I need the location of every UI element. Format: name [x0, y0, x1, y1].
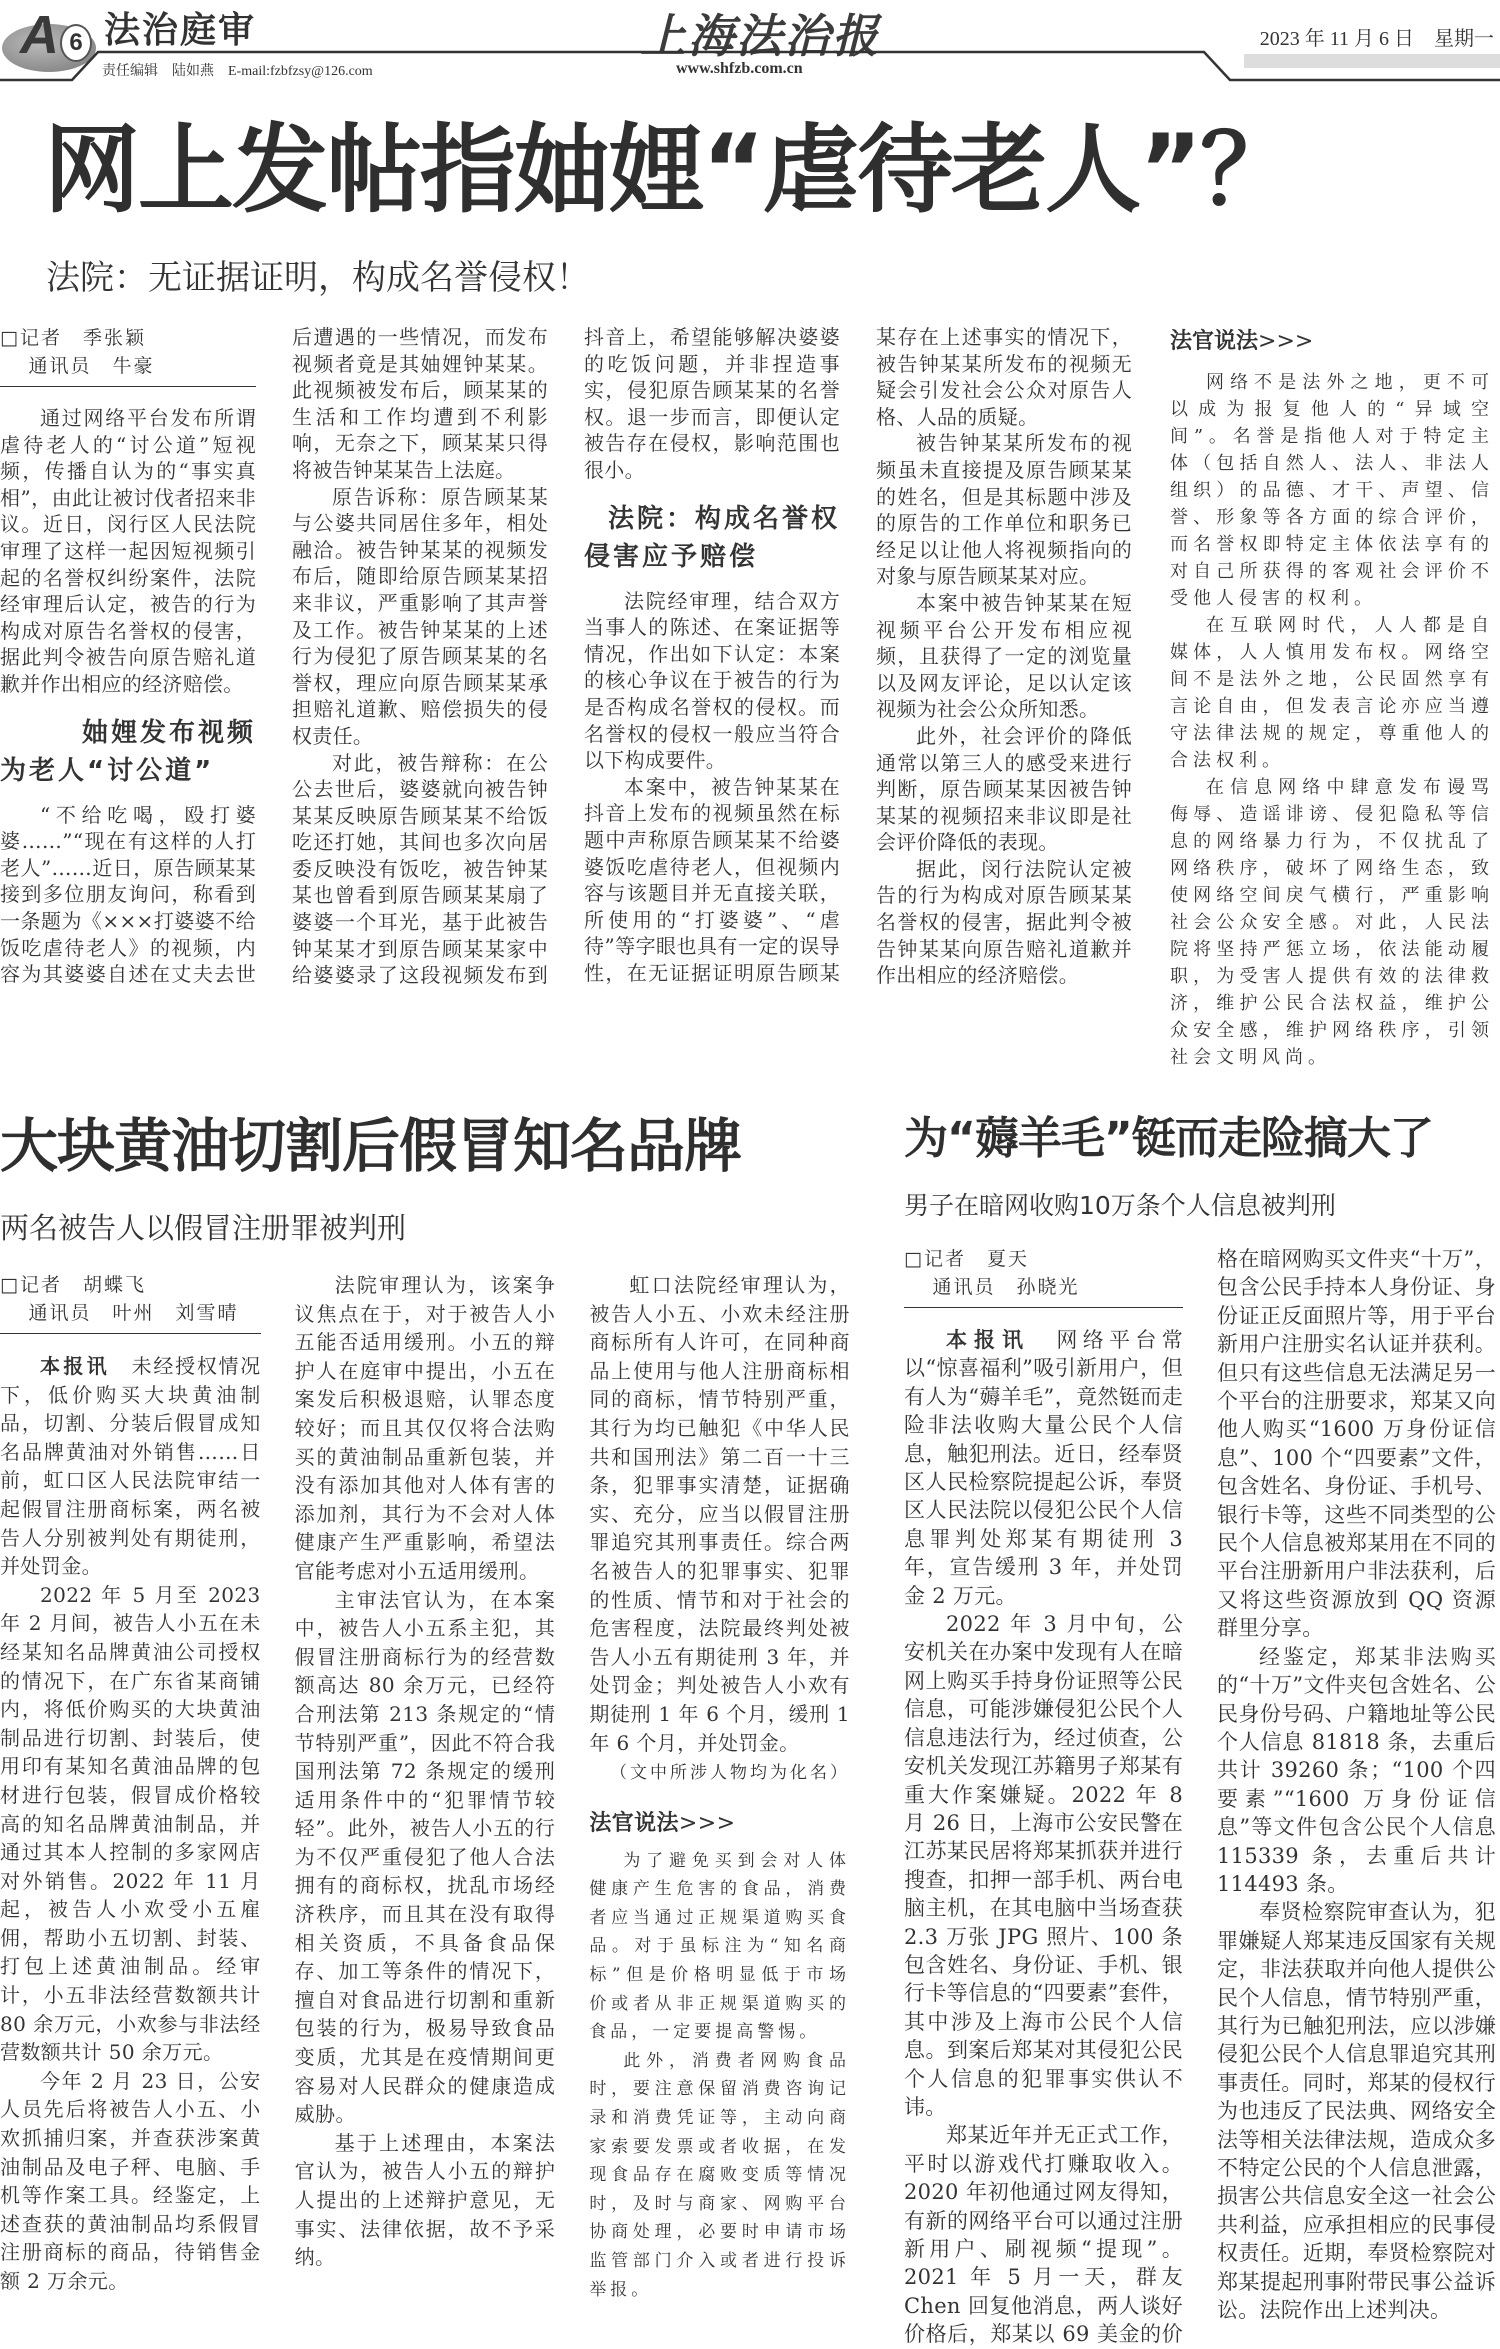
judge-paragraph: 在互联网时代，人人都是自媒体，人人慎用发布权。网络空间不是法外之地，公民固然享有言论自由，但发表言论亦应当遵守法律法规的规定，尊重他人的合法权利。	[1170, 615, 1494, 771]
body-paragraph: 据此，闵行法院认定被告的行为构成对原告顾某某名誉权的侵害，据此判令被告钟某某向原告赔礼道歉并作出相应的经济赔偿。	[876, 856, 1132, 988]
page-header	[0, 0, 1500, 92]
page-code-letter: A	[20, 5, 59, 65]
judge-commentary-title	[589, 1806, 850, 1837]
body-paragraph: 虹口法院经审理认为，被告人小五、小欢未经注册商标所有人许可，在同种商品上使用与他人注册商标相同的商标，情节特别严重，其行为均已触犯《中华人民共和国刑法》第二百一十三条，犯罪事实清楚，证据确实、充分，应当以假冒注册罪追究其刑事责任。综合两名被告人的犯罪事实、犯罪的性质、情节和对于社会的危害程度，法院最终判处被告人小五有期徒刑 3 年，并处罚金；判处被告人小欢有期徒刑 1 年 6 个月，缓刑 1 年 6 个月，并处罚金。	[589, 1273, 850, 1755]
dateline-label: 本报讯	[40, 1354, 110, 1378]
body-paragraph: 法院审理认为，该案争议焦点在于，对于被告人小五能否适用缓刑。小五的辩护人在庭审中提出，小五在案发后积极退赔，认罪态度较好；而且其仅仅将合法购买的黄油制品重新包装，并没有添加其他对人体有害的添加剂，其行为不会对人体健康产生严重影响，希望法官能考虑对小五适用缓刑。	[294, 1273, 556, 1583]
editor-credit: 责任编辑 陆如燕 E-mail:fzbfzsy@126.com	[102, 64, 373, 79]
body-paragraph: 经鉴定，郑某非法购买的“十万”文件夹包含姓名、公民身份号码、户籍地址等公民个人信息 81818 条，去重后共计 39260 条；“100 个四要素”“1600 万身份证信息”等文件包含公民个人信息 115339 条，去重后共计 114493 条。	[1217, 1644, 1496, 1896]
body-paragraph: 2022 年 5 月至 2023 年 2 月间，被告人小五在未经某知名品牌黄油公司授权的情况下，在广东省某商铺内，将低价购买的大块黄油制品进行切割、封装后，使用印有某知名黄油品牌的包材进行包装，假冒成价格较高的知名品牌黄油制品，并通过其本人控制的多家网店对外销售。2022 年 11 月起，被告人小欢受小五雇佣，帮助小五切割、封装、打包上述黄油制品。经审计，小五非法经营数额共计 80 余万元，小欢参与非法经营数额共计 50 余万元。	[0, 1582, 261, 2065]
newspaper-masthead-logo: 上海法治报	[640, 9, 880, 63]
subheading-line: 侵害应予赔偿	[584, 541, 759, 572]
article2-subtitle: 两名被告人以假冒注册罪被判刑	[0, 1211, 407, 1245]
lead-text: 网络平台常以“惊喜福利”吸引新用户，但有人为“薅羊毛”，竟然铤而走险非法收购大量公民个人信息，触犯刑法。近日，经奉贤区人民检察院提起公诉，奉贤区人民法院以侵犯公民个人信息罪判处郑某有期徒刑 3 年，宣告缓刑 3 年，并处罚金 2 万元。	[904, 1328, 1183, 1608]
chevrons-icon: >>>	[678, 1810, 736, 1836]
article1-row	[0, 324, 1500, 1071]
judge-paragraph: 网络不是法外之地，更不可以成为报复他人的“异域空间”。名誉是指他人对于特定主体（包括自然人、法人、非法人组织）的品德、才干、声望、信誉、形象等各方面的综合评价，而名誉权即特定主体依法享有的对自己所获得的客观社会评价不受他人侵害的权利。	[1170, 372, 1494, 609]
body-paragraph: 本案中被告钟某某在短视频平台公开发布相应视频，且获得了一定的浏览量以及网友评论，足以认定该视频为社会公众所知悉。	[876, 590, 1132, 722]
section-subheading	[584, 500, 840, 576]
chevrons-icon: >>>	[1258, 329, 1314, 354]
header-rule	[0, 0, 1500, 90]
correspondent-credit: 通讯员 孙晓光	[932, 1276, 1080, 1298]
bottom-articles-row	[0, 1111, 1500, 2349]
judge-title-text: 法官说法	[1170, 329, 1259, 354]
reporter-credit: □记者 胡蝶飞	[0, 1274, 146, 1296]
article1-judge-commentary	[1170, 324, 1494, 1071]
article2	[0, 1111, 850, 2304]
body-paragraph: 通过网络平台发布所谓虐待老人的“讨公道”短视频，传播自认为的“事实真相”，由此让被讨伐者招来非议。近日，闵行区人民法院审理了这样一起因短视频引起的名誉权纠纷案件，法院经审理后认定，被告的行为构成对原告名誉权的侵害，据此判令被告向原告赔礼道歉并作出相应的经济赔偿。	[0, 406, 256, 696]
section-subheading	[0, 714, 256, 790]
reporter-credit: □记者 夏天	[904, 1248, 1029, 1270]
article2-headline: 大块黄油切割后假冒知名品牌	[0, 1112, 742, 1180]
body-paragraph: 此外，社会评价的降低通常以第三人的感受来进行判断，原告顾某某因被告钟某某的视频招来非议即是社会评价降低的表现。	[876, 723, 1132, 855]
body-paragraph: 2022 年 3 月中旬，公安机关在办案中发现有人在暗网上购买手持身份证照等公民信息，可能涉嫌侵犯公民个人信息违法行为，经过侦查，公安机关发现江苏籍男子郑某有重大作案嫌疑。2022 年 8 月 26 日，上海市公安民警在江苏某民居将郑某抓获并进行搜查，扣押一部手机、两台电脑主机，在其电脑中当场查获 2.3 万张 JPG 照片、100 条包含姓名、身份证、手机、银行卡等信息的“四要素”套件，其中涉及上海市公民个人信息。到案后郑某对其侵犯公民个人信息的犯罪事实供认不讳。	[904, 1612, 1183, 2119]
body-paragraph: 法院经审理，结合双方当事人的陈述、在案证据等情况，作出如下认定：本案的核心争议在于被告的行为是否构成名誉权的侵权。而名誉权的侵权一般应当符合以下构成要件。	[584, 588, 840, 773]
judge-paragraph: 在信息网络中肆意发布谩骂侮辱、造谣诽谤、侵犯隐私等信息的网络暴力行为，不仅扰乱了网络秩序，破坏了网络生态，致使网络空间戾气横行，严重影响社会公众安全感。对此，人民法院将坚持严惩立场，依法能动履职，为受害人提供有效的法律救济，维护公民合法权益，维护公众安全感，维护网络秩序，引领社会文明风尚。	[1170, 777, 1494, 1068]
body-paragraph: 今年 2 月 23 日，公安人员先后将被告人小五、小欢抓捕归案，并查获涉案黄油制品及电子秤、电脑、手机等作案工具。经鉴定，上述查获的黄油制品均系假冒注册商标的商品，待销售金额 2 万余元。	[0, 2068, 261, 2293]
pseudonym-note: （文中所涉人物均为化名）	[609, 1763, 850, 1784]
body-paragraph: 奉贤检察院审查认为，犯罪嫌疑人郑某违反国家有关规定，非法获取并向他人提供公民个人信息，情节特别严重，其行为已触犯刑法，应以涉嫌侵犯公民个人信息罪追究其刑事责任。同时，郑某的侵权行为也违反了民法典、网络安全法等相关法律法规，造成众多不特定公民的个人信息泄露，损害公共信息安全这一社会公共利益，应承担相应的民事侵权责任。近期，奉贤检察院对郑某提起刑事附带民事公益诉讼。法院作出上述判决。	[1217, 1900, 1496, 2323]
lead-paragraph	[904, 1326, 1183, 1610]
body-paragraph: 主审法官认为，在本案中，被告人小五系主犯，其假冒注册商标行为的经营数额高达 80 余万元，已经符合刑法第 213 条规定的“情节特别严重”，因此不符合我国刑法第 72 条规定的缓刑适用条件中的“犯罪情节较轻”。此外，被告人小五的行为不仅严重侵犯了他人合法拥有的商标权，扰乱市场经济秩序，而且其在没有取得相关资质，不具备食品保存、加工等条件的情况下，擅自对食品进行切割和重新包装的行为，极易导致食品变质，尤其是在疫情期间更容易对人民群众的健康造成威胁。	[294, 1587, 556, 2127]
judge-paragraph: 此外，消费者网购食品时，要注意保留消费咨询记录和消费凭证等，主动向商家索要发票或者收据，在发现食品存在腐败变质等情况时，及时与商家、网购平台协商处理，必要时申请市场监管部门介入或者进行投诉举报。	[589, 2050, 850, 2300]
article3-headline: 为“薅羊毛”铤而走险搞大了	[904, 1113, 1433, 1164]
correspondent-credit: 通讯员 牛豪	[28, 355, 155, 377]
body-paragraph: 对此，被告辩称：在公公去世后，婆婆就向被告钟某某反映原告顾某某不给饭吃还打她，其间也多次向居委反映没有饭吃，被告钟某某也曾看到原告顾某某扇了婆婆一个耳光，基于此被告钟某某才到原告顾某某家中给婆婆录了这段视频发布到抖音上，希望能够解决婆婆的吃饭问题，并非捏造事实，侵犯原告顾某某的名誉权。退一步而言，即便认定被告存在侵权，影响范围也很小。	[292, 325, 840, 988]
article1-headline: 网上发帖指妯娌“虐待老人”？	[44, 114, 1295, 226]
lead-paragraph	[0, 1352, 261, 1581]
body-paragraph: 原告诉称：原告顾某某与公婆共同居住多年，相处融洽。被告钟某某的视频发布后，随即给原告顾某某招来非议，严重影响了其声誉及工作。被告钟某某的上述行为侵犯了原告顾某某的名誉权，理应向原告顾某某承担赔礼道歉、赔偿损失的侵权责任。	[292, 484, 548, 748]
correspondent-credit: 通讯员 叶州 刘雪晴	[28, 1302, 239, 1324]
article3-body	[904, 1245, 1496, 2349]
byline	[0, 324, 256, 387]
reporter-credit: □记者 季张颖	[0, 327, 146, 349]
body-paragraph: 被告钟某某所发布的视频虽未直接提及原告顾某某的姓名，但是其标题中涉及的原告的工作单位和职务已经足以让他人将视频指向的对象与原告顾某某对应。	[876, 431, 1132, 589]
page-code-number: 6	[60, 24, 92, 62]
subheading-line: 为老人“讨公道”	[0, 755, 215, 786]
body-paragraph: 郑某近年并无正式工作，平时以游戏代打赚取收入。2020 年初他通过网友得知，有新的网络平台可以通过注册新用户、刷视频“提现”。2021 年 5 月一天，群友 Chen 回复他消息，两人谈好价格后，郑某以 69 美金的价格在暗网购买文件夹“十万”，包含公民手持本人身份证、身份证正反面照片等，用于平台新用户注册实名认证并获利。但只有这些信息无法满足另一个平台的注册要求，郑某又向他人购买“1600 万身份证信息”、100 个“四要素”文件，包含姓名、身份证、手机号、银行卡等，这些不同类型的公民个人信息被郑某用在不同的平台注册新用户非法获利，后又将这些资源放到 QQ 资源群里分享。	[904, 1247, 1496, 2347]
byline	[0, 1271, 261, 1334]
judge-paragraph: 为了避免买到会对人体健康产生危害的食品，消费者应当通过正规渠道购买食品。对于虽标注为“知名商标”但是价格明显低于市场价或者从非正规渠道购买的食品，一定要提高警惕。	[589, 1850, 850, 2043]
body-paragraph: 本案中，被告钟某某在抖音上发布的视频虽然在标题中声称原告顾某某不给婆婆饭吃虐待老人，但视频内容与该题目并无直接关联，所使用的“打婆婆”、“虐待”等字眼也具有一定的误导性，在无证据证明原告顾某某存在上述事实的情况下，被告钟某某所发布的视频无疑会引发社会公众对原告人格、人品的质疑。	[584, 325, 1132, 985]
article3	[904, 1111, 1496, 2349]
dateline-label: 本报讯	[946, 1328, 1031, 1352]
body-paragraph: “不给吃喝，殴打婆婆……”“现在有这样的人打老人”……近日，原告顾某某接到多位朋友询问，称看到一条题为《×××打婆婆不给饭吃虐待老人》的视频，内容为其婆婆自述在丈夫去世后遭遇的一些情况，而发布视频者竟是其妯娌钟某某。此视频被发布后，顾某某的生活和工作均遭到不利影响，无奈之下，顾某某只得将被告钟某某告上法庭。	[0, 325, 548, 987]
article1-body	[0, 324, 1132, 989]
body-paragraph: 基于上述理由，本案法官认为，被告人小五的辩护人提出的上述辩护意见，无事实、法律依据，故不予采纳。	[294, 2130, 556, 2270]
subheading-line: 法院：构成名誉权	[607, 503, 840, 534]
judge-title-text: 法官说法	[589, 1810, 679, 1836]
lead-text: 未经授权情况下，低价购买大块黄油制品，切割、分装后假冒成知名品牌黄油对外销售……日前，虹口区人民法院审结一起假冒注册商标案，两名被告人分别被判处有期徒刑，并处罚金。	[0, 1354, 261, 1579]
section-title: 法治庭审	[104, 10, 257, 51]
issue-date: 2023 年 11 月 6 日 星期一	[1259, 28, 1494, 50]
judge-commentary-title	[1170, 324, 1494, 355]
article3-subtitle: 男子在暗网收购10万条个人信息被判刑	[904, 1191, 1336, 1220]
website-url: www.shfzb.com.cn	[676, 60, 803, 77]
byline	[904, 1245, 1183, 1308]
article2-body	[0, 1271, 850, 2304]
subheading-line: 妯娌发布视频	[81, 717, 256, 748]
article1-subtitle: 法院：无证据证明，构成名誉侵权！	[46, 258, 590, 298]
